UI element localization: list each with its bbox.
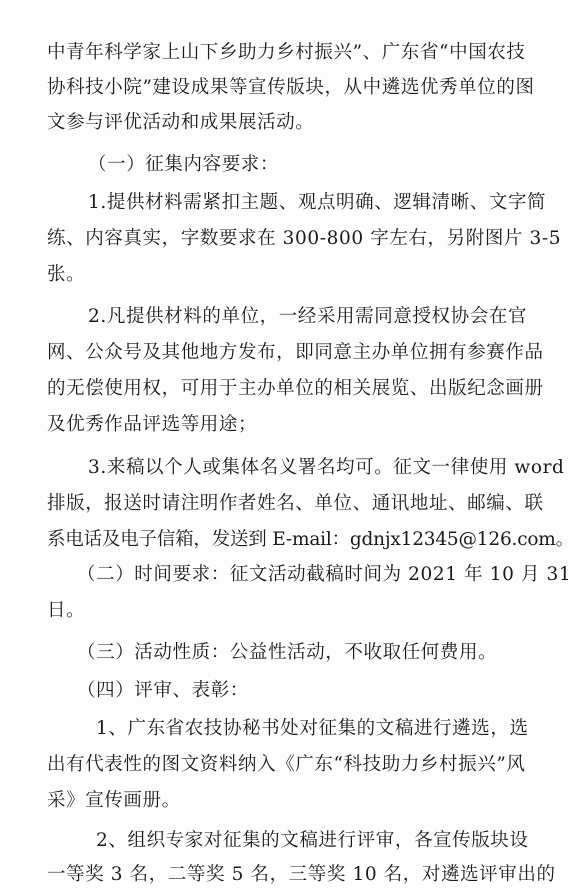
text-line: 及优秀作品评选等用途； xyxy=(47,414,258,435)
text-line: 一等奖 3 名，二等奖 5 名，三等奖 10 名，对遴选评审出的 xyxy=(47,864,556,885)
text-line: 文参与评优活动和成果展活动。 xyxy=(47,112,315,133)
section-heading: （三）活动性质：公益性活动，不收取任何费用。 xyxy=(77,642,498,663)
text-line: 网、公众号及其他地方发布，即同意主办单位拥有参赛作品 xyxy=(47,342,544,363)
text-line: 的无偿使用权，可用于主办单位的相关展览、出版纪念画册 xyxy=(47,378,544,399)
text-line: 2、组织专家对征集的文稿进行评审，各宣传版块设 xyxy=(96,830,529,851)
text-line: 1.提供材料需紧扣主题、观点明确、逻辑清晰、文字简 xyxy=(88,192,547,213)
text-line: 张。 xyxy=(47,264,86,285)
text-line: 协科技小院”建设成果等宣传版块，从中遴选优秀单位的图 xyxy=(47,77,535,98)
section-heading: （四）评审、表彰： xyxy=(77,680,249,701)
text-line: 采》宣传画册。 xyxy=(47,790,181,811)
text-line: 1、广东省农技协秘书处对征集的文稿进行遴选，选 xyxy=(96,718,529,739)
text-line: 3.来稿以个人或集体名义署名均可。征文一律使用 word xyxy=(88,457,565,478)
text-line: 日。 xyxy=(47,600,86,621)
section-heading: （一）征集内容要求： xyxy=(88,154,280,175)
text-line: 中青年科学家上山下乡助力乡村振兴”、广东省“中国农技 xyxy=(47,42,526,63)
text-line: 2.凡提供材料的单位，一经采用需同意授权协会在官 xyxy=(88,306,528,327)
text-line: 出有代表性的图文资料纳入《广东“科技助力乡村振兴”风 xyxy=(47,754,526,775)
section-heading: （二）时间要求：征文活动截稿时间为 2021 年 10 月 31 xyxy=(77,564,572,585)
text-line: 练、内容真实，字数要求在 300-800 字左右，另附图片 3-5 xyxy=(47,228,562,249)
text-line: 系电话及电子信箱，发送到 E-mail：gdnjx12345@126.com。 xyxy=(47,529,574,550)
text-line: 排版，报送时请注明作者姓名、单位、通讯地址、邮编、联 xyxy=(47,493,544,514)
